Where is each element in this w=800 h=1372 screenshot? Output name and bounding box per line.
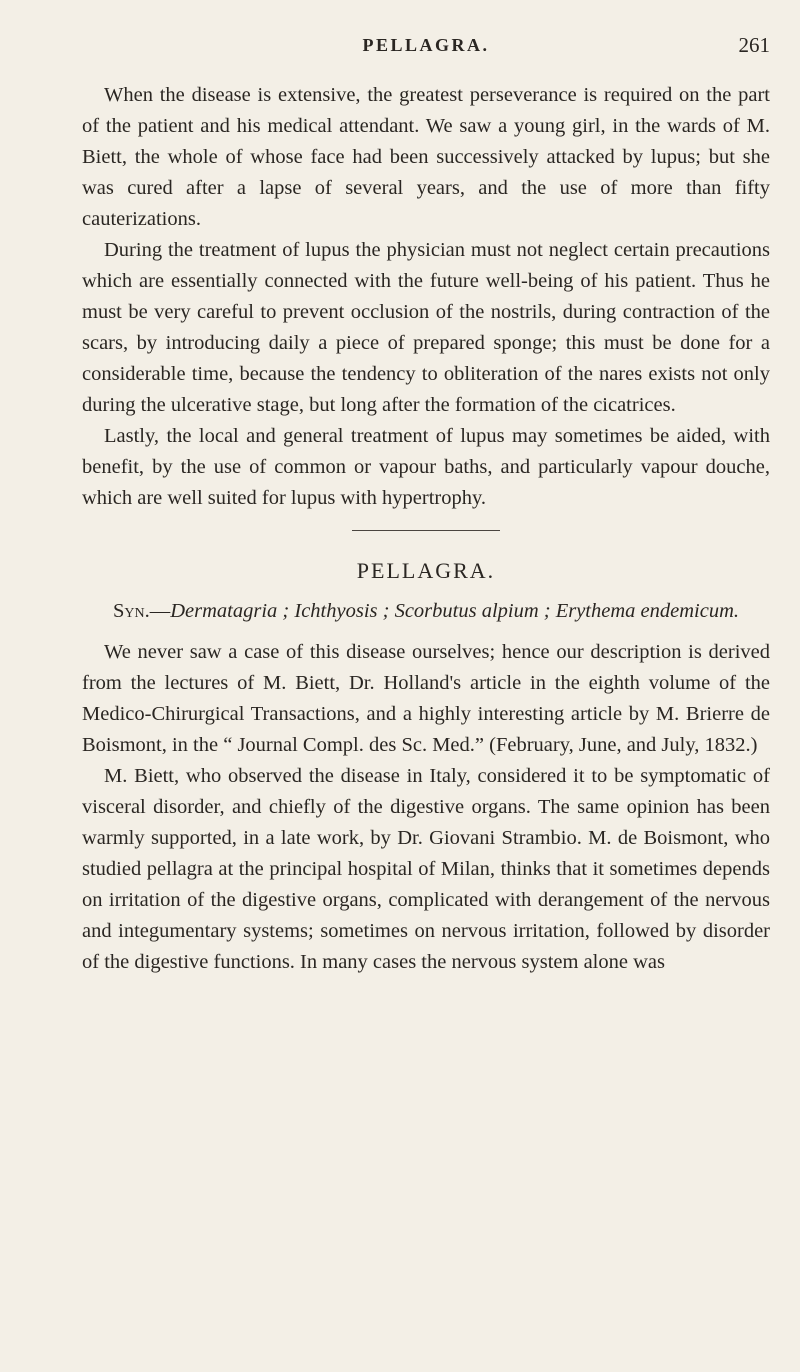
synonym-names: Dermatagria ; Ichthyosis ; Scorbutus alpium ; Erythema endemicum. [170, 600, 740, 622]
section-divider-rule [352, 530, 500, 531]
paragraph-biett-observations: M. Biett, who observed the disease in Italy, considered it to be symptomatic of visceral disorder, and chiefly of the digestive organs. The same opinion has been warmly supported, in a late work, by Dr. Giovani Strambio. M. de Boismont, who studied pellagra at the principal hospital of Milan, thinks that it sometimes depends on irritation of the digestive organs, complicated with derangement of the nervous and integumentary systems; sometimes on nervous irritation, followed by disorder of the digestive functions. In many cases the nervous system alone was [82, 765, 770, 973]
section-title: PELLAGRA. [356, 558, 496, 583]
paragraph-treatment-precautions: During the treatment of lupus the physician must not neglect certain precautions which are essentially connected with the future well-being of his patient. Thus he must be very careful to prevent occlusion of the nostrils, during contraction of the scars, by introducing daily a piece of prepared sponge; this must be done for a considerable time, because the tendency to obliteration of the nares exists not only during the ulcerative stage, but long after the formation of the cicatrices. [82, 239, 770, 416]
synonyms-line: Syn.—Dermatagria ; Ichthyosis ; Scorbutus alpium ; Erythema endemicum. [112, 600, 740, 622]
paragraph-baths: Lastly, the local and general treatment of lupus may sometimes be aided, with benefit, by the use of common or vapour baths, and particularly vapour douche, which are well suited for lupus with hypertrophy. [82, 425, 770, 509]
synonym-label: Syn. [112, 600, 150, 622]
running-head [82, 33, 770, 61]
paragraph-extensive-disease: When the disease is extensive, the greatest perseverance is required on the part of the patient and his medical attendant. We saw a young girl, in the wards of M. Biett, the whole of whose face had been successively attacked by lupus; but she was cured after a lapse of several years, and the use of more than fifty cauterizations. [82, 84, 770, 230]
body-text [82, 80, 770, 978]
paragraph-sources: We never saw a case of this disease ourselves; hence our description is derived from the lectures of M. Biett, Dr. Holland's article in the eighth volume of the Medico-Chirurgical Transactions, and a highly interesting article by M. Brierre de Boismont, in the “ Journal Compl. des Sc. Med.” (February, June, and July, 1832.) [82, 641, 770, 756]
running-head-title: PELLAGRA. [362, 35, 490, 55]
page-number: 261 [738, 33, 770, 57]
